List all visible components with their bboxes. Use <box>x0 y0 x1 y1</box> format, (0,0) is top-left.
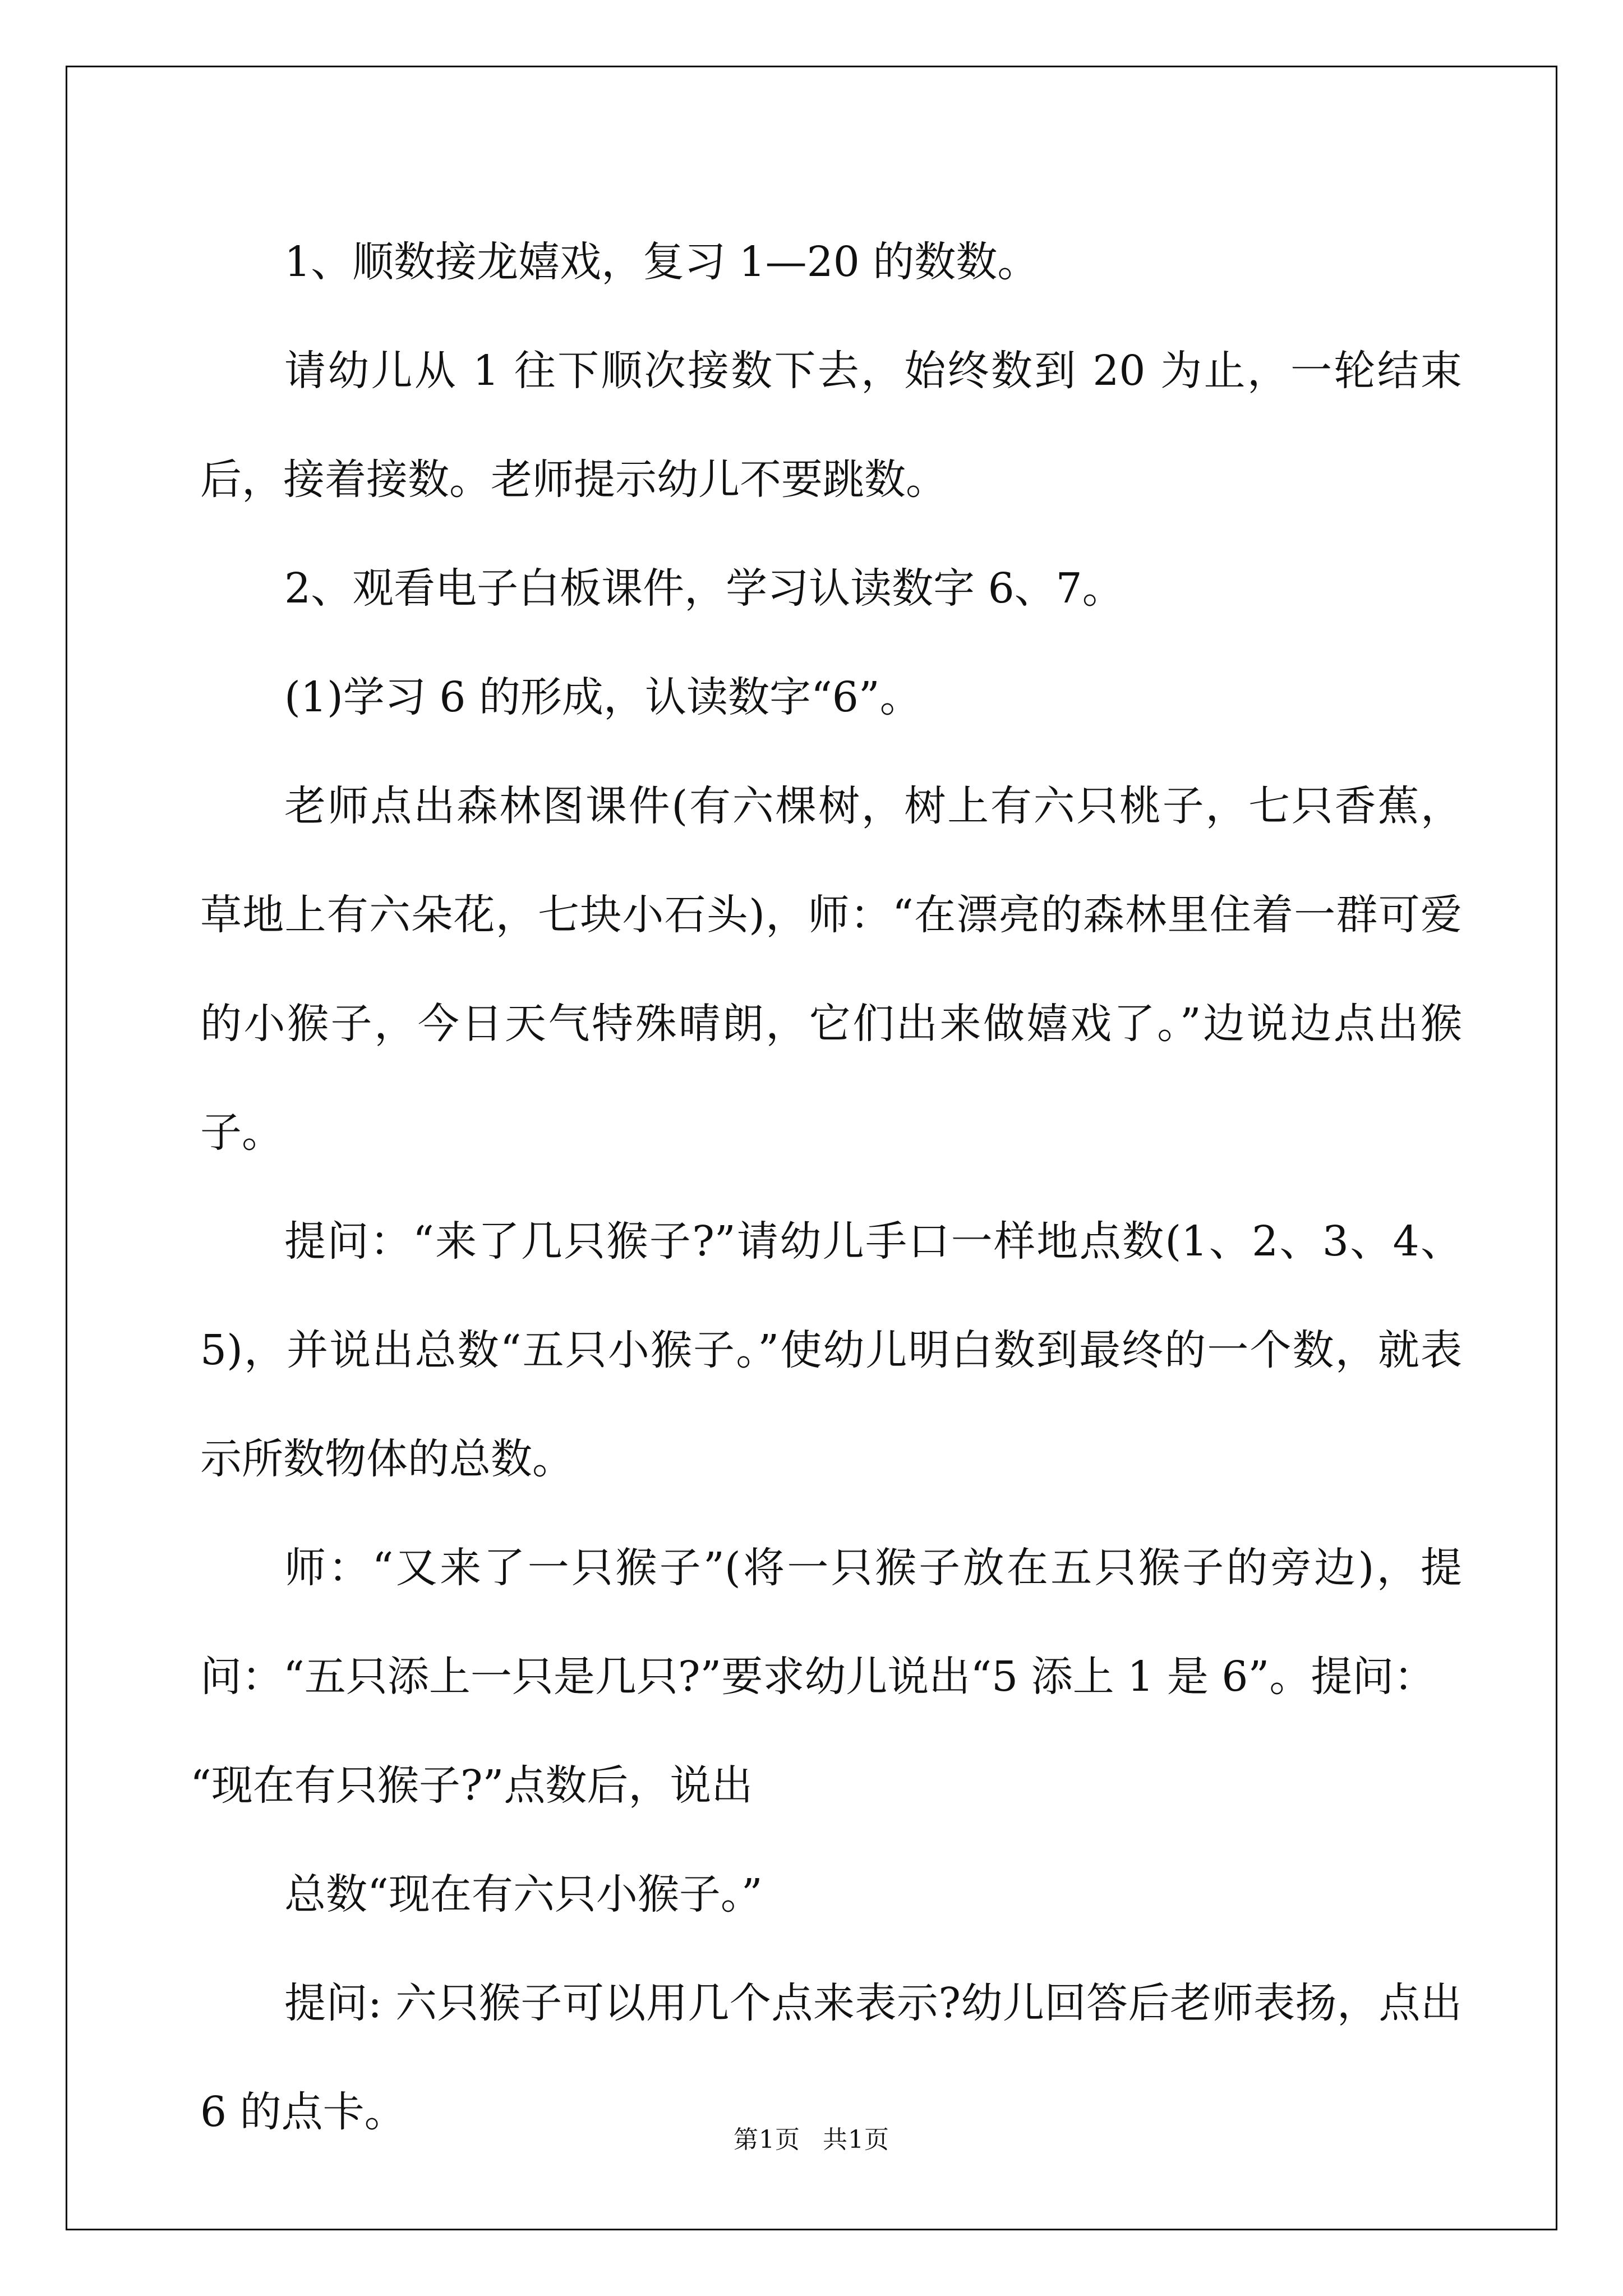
paragraph: 请幼儿从 1 往下顺次接数下去，始终数到 20 为止，一轮结束后，接着接数。老师提示幼儿不要跳数。 <box>200 347 1462 504</box>
paragraph: 师：“又来了一只猴子”(将一只猴子放在五只猴子的旁边)，提问：“五只添上一只是几只?”要求幼儿说出“5 添上 1 是 6”。提问： <box>200 1544 1462 1701</box>
page-total: 共1页 <box>823 2125 889 2154</box>
paragraph: 提问：“来了几只猴子?”请幼儿手口一样地点数(1、2、3、4、5)，并说出总数“五只小猴子。”使幼儿明白数到最终的一个数，就表示所数物体的总数。 <box>200 1217 1462 1483</box>
page-number: 第1页 <box>734 2125 800 2154</box>
paragraph: “现在有只猴子?”点数后，说出 <box>190 1761 753 1810</box>
paragraph: 1、顺数接龙嬉戏，复习 1—20 的数数。 <box>284 238 1039 286</box>
paragraph: 提问: 六只猴子可以用几个点来表示?幼儿回答后老师表扬，点出 6 的点卡。 <box>200 1979 1462 2136</box>
paragraph: 老师点出森林图课件(有六棵树，树上有六只桃子，七只香蕉，草地上有六朵花，七块小石头)，师：“在漂亮的森林里住着一群可爱的小猴子，今日天气特殊晴朗，它们出来做嬉戏了。”边说边点出猴子。 <box>200 782 1462 1157</box>
paragraph: 总数“现在有六只小猴子。” <box>284 1870 763 1918</box>
paragraph: (1)学习 6 的形成，认读数字“6”。 <box>284 673 921 721</box>
page-footer <box>0 2119 1623 2155</box>
paragraph: 2、观看电子白板课件，学习认读数字 6、7。 <box>284 564 1124 613</box>
document-body <box>190 208 1462 2166</box>
